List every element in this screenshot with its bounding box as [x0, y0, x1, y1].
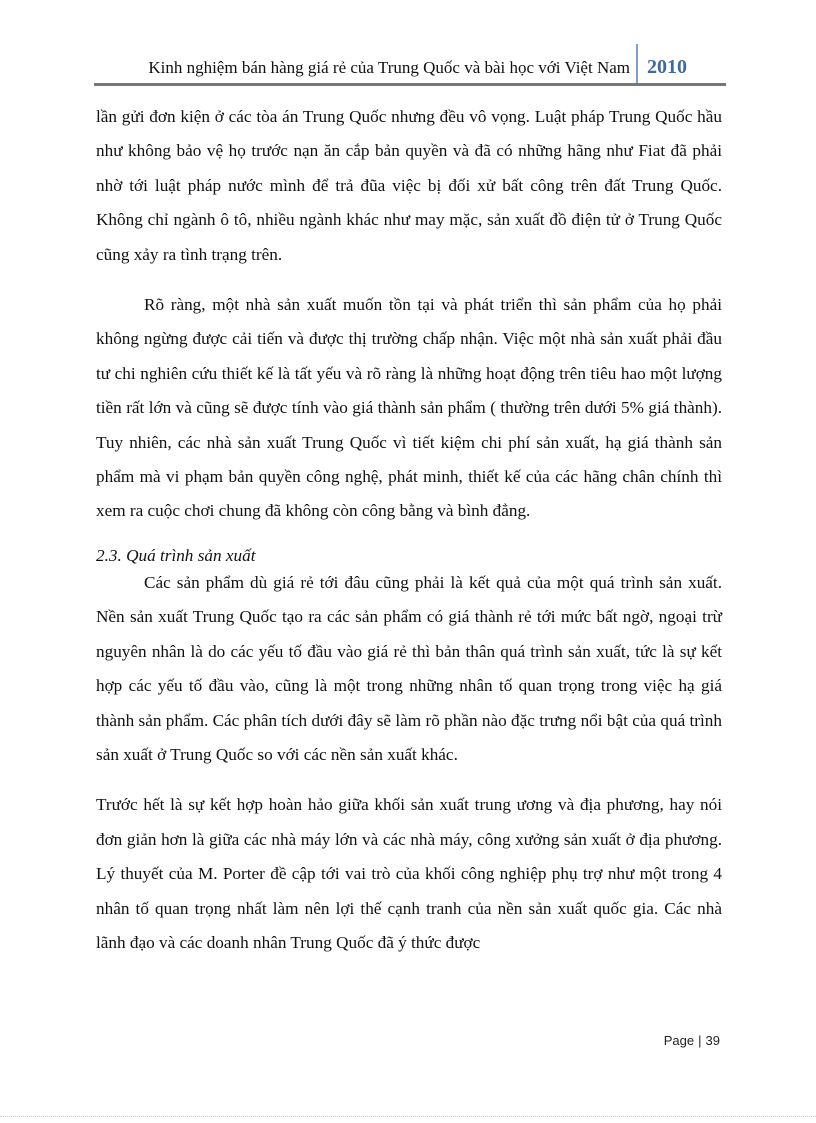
footer-separator: |: [698, 1033, 702, 1048]
header-divider: [636, 44, 638, 84]
document-body: [96, 100, 722, 960]
section-heading: 2.3. Quá trình sản xuất: [96, 545, 256, 565]
page-label: Page: [663, 1033, 695, 1048]
header-title: Kinh nghiệm bán hàng giá rẻ của Trung Quốc và bài học với Việt Nam: [148, 58, 630, 77]
paragraph-copyright: Rõ ràng, một nhà sản xuất muốn tồn tại và phát triển thì sản phẩm của họ phải không ngừng được cải tiến và được thị trường chấp nhận. Việc một nhà sản xuất phải đầu tư chi nghiên cứu thiết kế là tất yếu và rõ ràng là những hoạt động trên tiêu hao một lượng tiền rất lớn và cũng sẽ được tính vào giá thành sản phẩm ( thường trên dưới 5% giá thành). Tuy nhiên, các nhà sản xuất Trung Quốc vì tiết kiệm chi phí sản xuất, hạ giá thành sản phẩm mà vi phạm bản quyền công nghệ, phát minh, thiết kế của các hãng chân chính thì xem ra cuộc chơi chung đã không còn công bằng và bình đẳng.: [96, 295, 722, 521]
paragraph-production-process: Các sản phẩm dù giá rẻ tới đâu cũng phải là kết quả của một quá trình sản xuất. Nền sản xuất Trung Quốc tạo ra các sản phẩm có giá thành rẻ tới mức bất ngờ, ngoại trừ nguyên nhân là do các yếu tố đầu vào giá rẻ thì bản thân quá trình sản xuất, tức là sự kết hợp các yếu tố đầu vào, cũng là một trong những nhân tố quan trọng trong việc hạ giá thành sản phẩm. Các phân tích dưới đây sẽ làm rõ phần nào đặc trưng nổi bật của quá trình sản xuất ở Trung Quốc so với các nền sản xuất khác.: [96, 572, 722, 764]
header-rule: [94, 83, 726, 86]
page-header: [94, 44, 726, 86]
page-number: 39: [705, 1033, 720, 1048]
paragraph-central-local: Trước hết là sự kết hợp hoàn hảo giữa khối sản xuất trung ương và địa phương, hay nói đơn giản hơn là giữa các nhà máy lớn và các nhà máy, công xưởng sản xuất ở địa phương. Lý thuyết của M. Porter đề cập tới vai trò của khối công nghiệp phụ trợ như một trong 4 nhân tố quan trọng nhất làm nên lợi thế cạnh tranh của nền sản xuất quốc gia. Các nhà lãnh đạo và các doanh nhân Trung Quốc đã ý thức được: [96, 795, 722, 952]
header-year: 2010: [647, 56, 687, 78]
bottom-dotted-rule: [0, 1116, 816, 1117]
page-footer: [620, 1033, 720, 1055]
paragraph-continuation: lần gửi đơn kiện ở các tòa án Trung Quốc nhưng đều vô vọng. Luật pháp Trung Quốc hầu như không bảo vệ họ trước nạn ăn cắp bản quyền và đã có những hãng như Fiat đã phải nhờ tới luật pháp nước mình để trả đũa việc bị đối xử bất công trên đất Trung Quốc. Không chỉ ngành ô tô, nhiều ngành khác như may mặc, sản xuất đồ điện tử ở Trung Quốc cũng xảy ra tình trạng trên.: [96, 107, 722, 264]
